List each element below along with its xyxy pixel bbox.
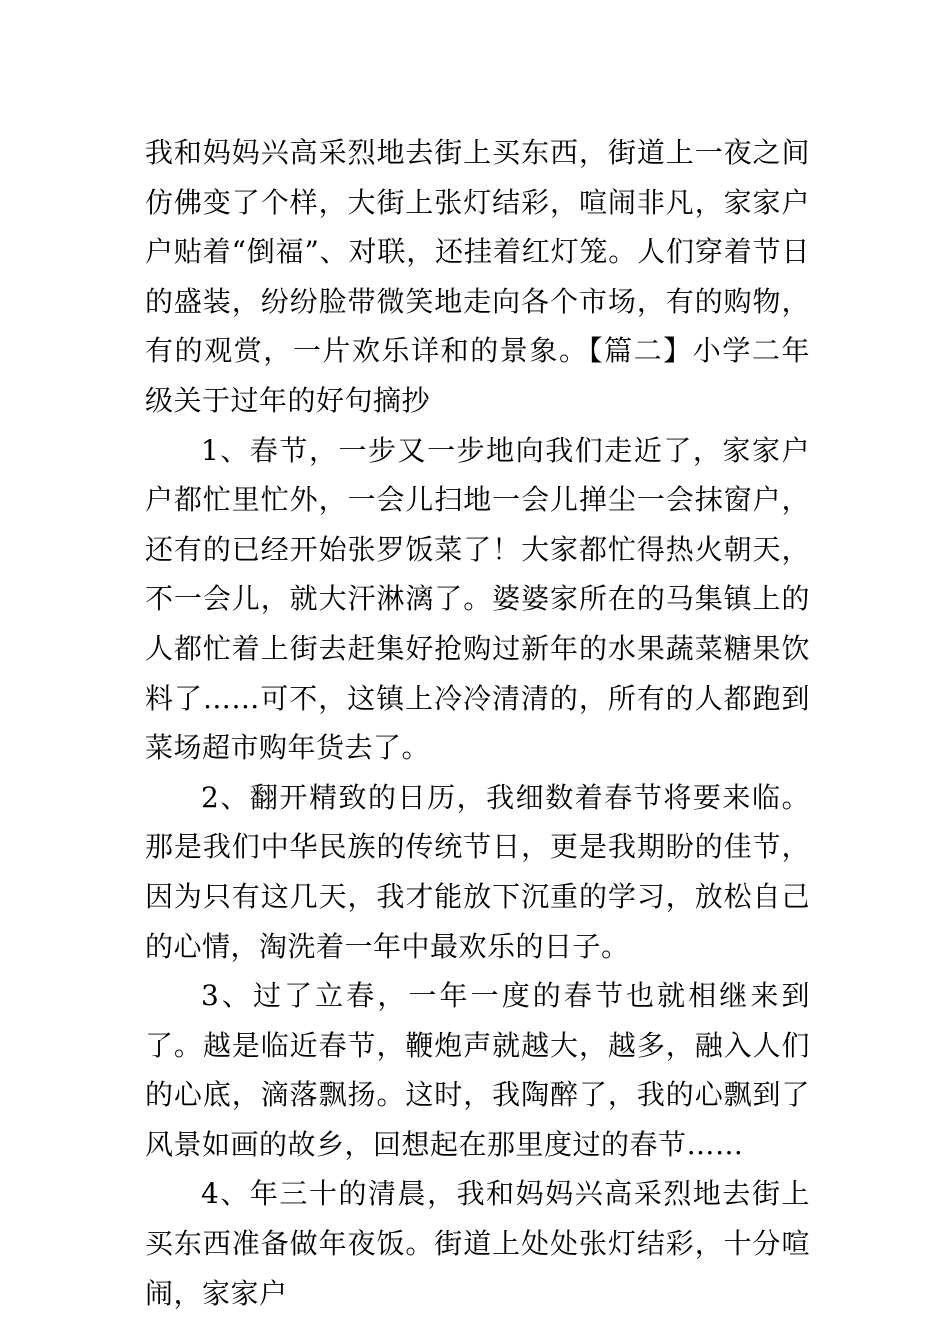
paragraph-item-1: 1、春节，一步又一步地向我们走近了，家家户户都忙里忙外，一会儿扫地一会儿掸尘一会抹窗户，还有的已经开始张罗饭菜了！大家都忙得热火朝天，不一会儿，就大汗淋漓了。婆婆家所在的马集镇上的人都忙着上街去赶集好抢购过新年的水果蔬菜糖果饮料了……可不，这镇上冷冷清清的，所有的人都跑到菜场超市购年货去了。 — [145, 433, 810, 765]
document-body — [145, 128, 810, 1318]
paragraph-item-2: 2、翻开精致的日历，我细数着春节将要来临。那是我们中华民族的传统节日，更是我期盼的佳节，因为只有这几天，我才能放下沉重的学习，放松自己的心情，淘洗着一年中最欢乐的日子。 — [145, 780, 810, 963]
paragraph-item-3: 3、过了立春，一年一度的春节也就相继来到了。越是临近春节，鞭炮声就越大，越多，融入人们的心底，滴落飘扬。这时，我陶醉了，我的心飘到了风景如画的故乡，回想起在那里度过的春节…… — [145, 979, 810, 1161]
paragraph-intro: 我和妈妈兴高采烈地去街上买东西，街道上一夜之间仿佛变了个样，大街上张灯结彩，喧闹非凡，家家户户贴着“倒福”、对联，还挂着红灯笼。人们穿着节日的盛装，纷纷脸带微笑地走向各个市场，有的购物，有的观赏，一片欢乐详和的景象。【篇二】小学二年级关于过年的好句摘抄 — [145, 136, 810, 417]
paragraph-item-4: 4、年三十的清晨，我和妈妈兴高采烈地去街上买东西准备做年夜饭。街道上处处张灯结彩，十分喧闹，家家户 — [145, 1177, 810, 1310]
